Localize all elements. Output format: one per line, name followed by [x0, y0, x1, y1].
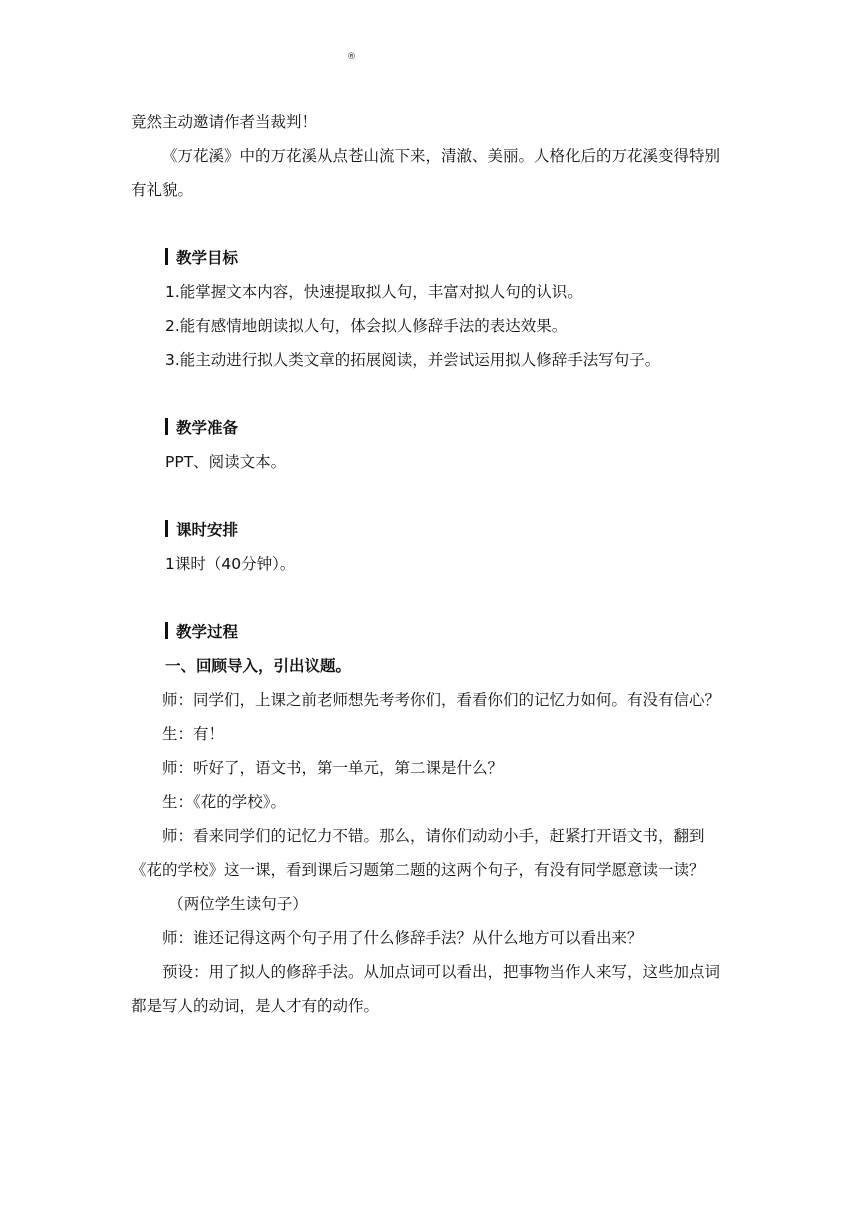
section-title-text: 教学准备: [176, 419, 239, 437]
dialogue-line: 生：《花的学校》。: [162, 793, 287, 811]
section-title-process: [131, 615, 731, 649]
registered-mark: ®: [347, 52, 356, 62]
section-title-text: 课时安排: [176, 521, 239, 539]
section-title-schedule: [131, 513, 731, 547]
objective-item: 3.能主动进行拟人类文章的拓展阅读，并尝试运用拟人修辞手法写句子。: [165, 351, 661, 369]
dialogue-line: 师：同学们，上课之前老师想先考考你们，看看你们的记忆力如何。有没有信心？: [162, 691, 721, 709]
continuation-line: 竟然主动邀请作者当裁判！: [131, 113, 318, 131]
section-title-text: 教学目标: [176, 249, 239, 267]
dialogue-line: 师：谁还记得这两个句子用了什么修辞手法？从什么地方可以看出来？: [162, 929, 643, 947]
dialogue-line: 预设：用了拟人的修辞手法。从加点词可以看出，把事物当作人来写，这些加点词都是写人的动词，是人才有的动作。: [131, 963, 721, 1015]
section-bar-icon: [165, 622, 168, 639]
wanhuaxi-paragraph: 《万花溪》中的万花溪从点苍山流下来，清澈、美丽。人格化后的万花溪变得特别有礼貌。: [131, 147, 721, 199]
objective-item: 1.能掌握文本内容，快速提取拟人句，丰富对拟人句的认识。: [165, 283, 583, 301]
section-title-objectives: [131, 241, 731, 275]
stage-direction: （两位学生读句子）: [168, 895, 308, 913]
section-title-text: 教学过程: [176, 623, 239, 641]
dialogue-line: 师：听好了，语文书，第一单元，第二课是什么？: [162, 759, 504, 777]
schedule-text: 1课时（40分钟）。: [165, 555, 296, 573]
dialogue-line: 师：看来同学们的记忆力不错。那么，请你们动动小手，赶紧打开语文书，翻到《花的学校》这一课，看到课后习题第二题的这两个句子，有没有同学愿意读一读？: [131, 827, 705, 879]
preparation-text: PPT、阅读文本。: [165, 453, 287, 471]
section-bar-icon: [165, 520, 168, 537]
step-heading: 一、回顾导入，引出议题。: [165, 657, 352, 675]
section-title-preparation: [131, 411, 731, 445]
section-bar-icon: [165, 418, 168, 435]
section-bar-icon: [165, 248, 168, 265]
dialogue-line: 生：有！: [162, 725, 225, 743]
objective-item: 2.能有感情地朗读拟人句，体会拟人修辞手法的表达效果。: [165, 317, 568, 335]
document-body: [131, 105, 731, 1023]
